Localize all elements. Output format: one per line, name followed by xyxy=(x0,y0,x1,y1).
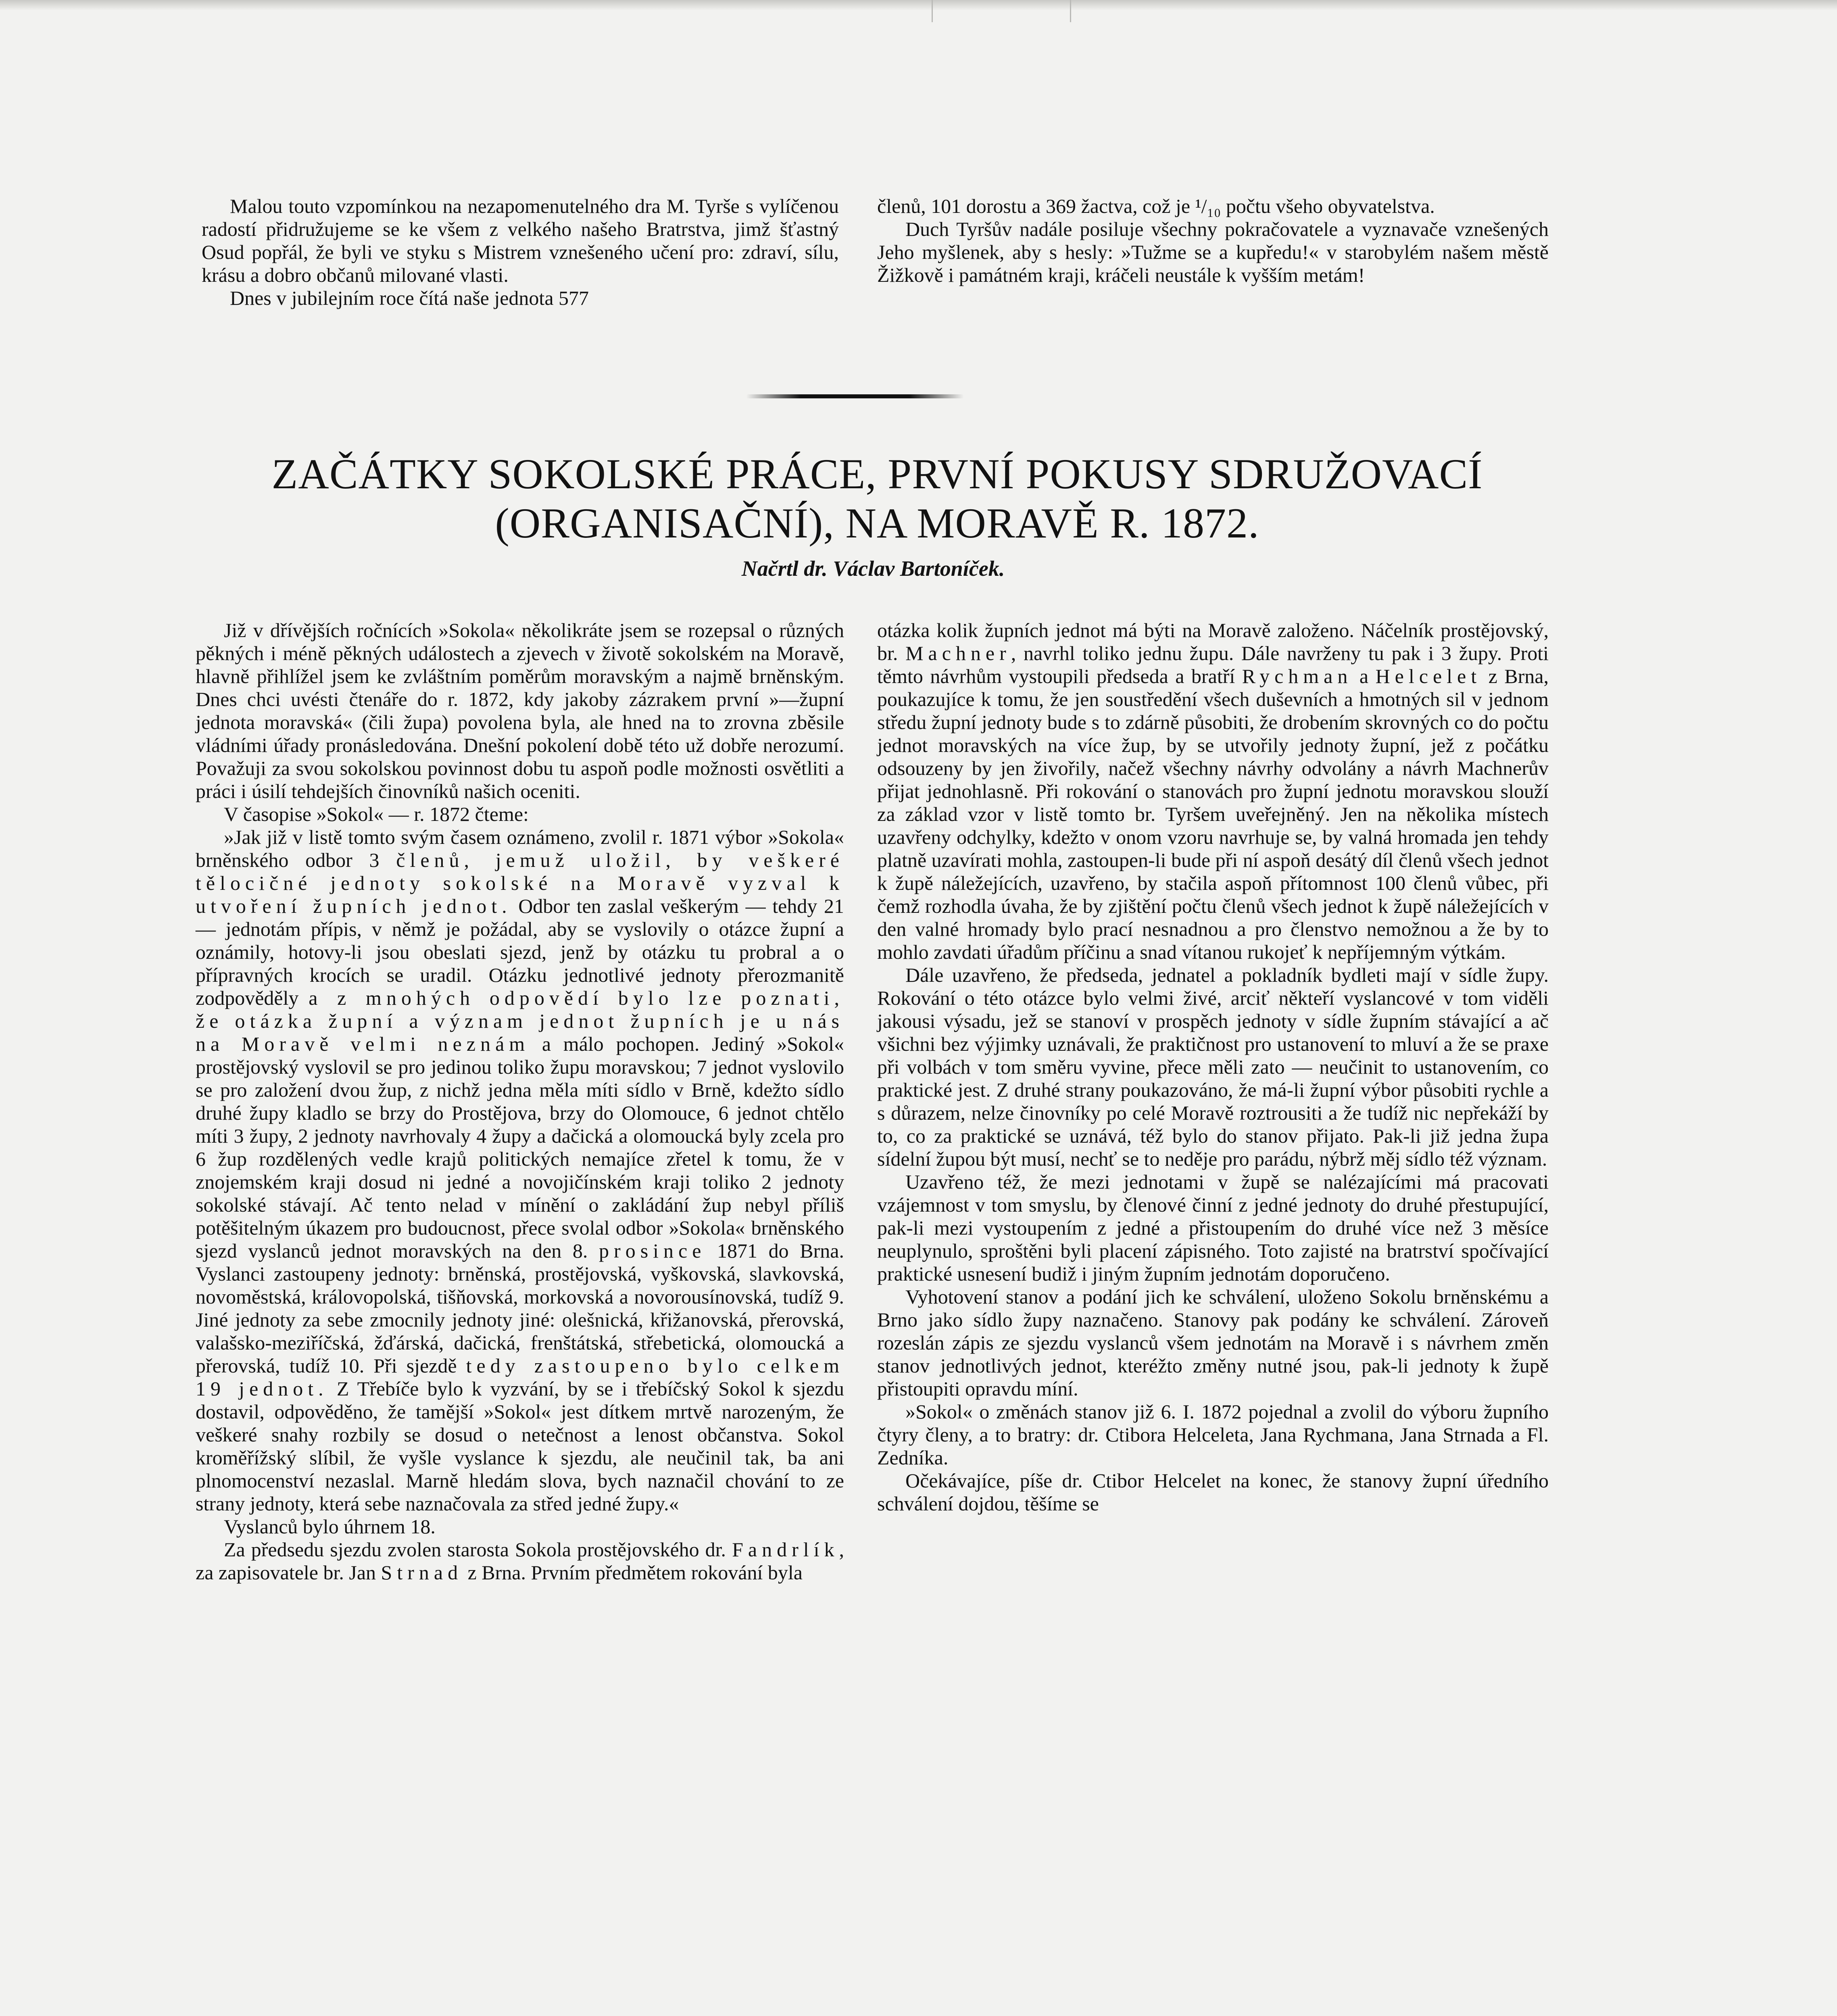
body-paragraph xyxy=(196,826,844,1515)
intro-left-paragraph: Malou touto vzpomínkou na nezapomenutelného dra M. Tyrše s vylíčenou radostí přidružujeme se ke všem z velkého našeho Bratrstva, jimž šťastný Osud popřál, že byli ve styku s Mistrem vznešeného učení pro: zdraví, sílu, krásu a dobro občanů milované vlasti. xyxy=(202,195,839,286)
body-paragraph: Uzavřeno též, že mezi jednotami v župě se nalézajícími má pracovati vzájemnost v tom smyslu, by členové činní z jedné jednoty do druhé přestupující, pak-li mezi vystoupením z jedné a přistoupením do druhé více než 3 měsíce neuplynulo, sproštěni byli placení zápisného. Toto zajisté na bratrství spočívající praktické usnesení budiž i jiným župním jednotám doporučeno. xyxy=(877,1170,1549,1285)
text-run: Odbor ten zaslal veškerým — tehdy 21 — jednotám přípis, v němž je požádal, aby se vyslovily o otázce župní a oznámily, hotovy-li jsou obeslati sjezd, jenž by otázku tu probral a o přípravných krocích se uradil. Otázku jednotlivé jednoty přerozmanitě zodpověděly xyxy=(196,895,844,1009)
article-title xyxy=(181,450,1573,548)
text-run: Za předsedu sjezdu zvolen starosta Sokola prostějovského dr. xyxy=(224,1538,732,1561)
spaced-emphasis: Strnad xyxy=(381,1561,463,1584)
body-paragraph: Dále uzavřeno, že předseda, jednatel a pokladník bydleti mají v sídle župy. Rokování o této otázce bylo velmi živé, arciť někteří vyslancové v tom viděli jakousi výsadu, jež se stanoví v prospěch jednoty v sídle župním stávající a ač všichni bez výjimky uznávali, že praktičnost pro ustanovení to mluví a že se praxe při volbách v tom směru vyvine, přece měli zato — neučinit to ustanovením, co praktické jest. Z druhé strany poukazováno, že má-li župní výbor působiti rychle a s důrazem, nelze činovníky po celé Moravě roztrousiti a že tudíž nic nepřekáží by to, co za praktické se uznává, též bylo do stanov přijato. Pak-li již jedna župa sídelní župou být musí, nechť se to neděje pro parádu, nýbrž měj sídlo též význam. xyxy=(877,964,1549,1170)
intro-left-paragraph: Dnes v jubilejním roce čítá naše jednota 577 xyxy=(230,287,589,309)
spaced-emphasis: tedy zastoupeno bylo celkem 19 jednot. xyxy=(196,1354,844,1400)
spaced-emphasis: Rychman xyxy=(1242,665,1353,687)
article-title-line: ZAČÁTKY SOKOLSKÉ PRÁCE, PRVNÍ POKUSY SDRUŽOVACÍ xyxy=(271,450,1483,498)
intro-right-paragraph: členů, 101 dorostu a 369 žactva, což je ¹/₁₀ počtu všeho obyvatelstva. xyxy=(877,195,1435,217)
text-run: Z Třebíče bylo k vyzvání, by se i třebíčský Sokol k sjezdu dostavil, odpověděno, že tamější »Sokol« jest dítkem mrtvě narozeným, že veškeré snahy rozbily se dosud o netečnost a lenost občanstva. Sokol kroměřížský slíbil, že vyšle vyslance k sjezdu, ale neučinil tak, ba ani plnomocenství nezaslal. Marně hledám slova, bych naznačil chování to ze strany jednoty, která sebe naznačovala za střed jedné župy.« xyxy=(196,1377,844,1515)
body-paragraph xyxy=(877,619,1549,964)
text-run: »Jak již v listě tomto svým časem oznámeno, zvolil r. 1871 výbor »Sokola« brněnského odbor 3 xyxy=(196,826,844,871)
text-run: 1871 do Brna. Vyslanci zastoupeny jednoty: brněnská, prostějovská, vyškovská, slavkovská, novoměstská, královopolská, tišňovská, morkovská a novorousínovská, tudíž 9. Jiné jednoty za sebe zmocnily jednoty jiné: olešnická, křižanovská, přerovská, valašsko-meziříčská, žďárská, dačická, frenštátská, střebetická, olomoucká a přerovská, tudíž 10. Při sjezdě xyxy=(196,1239,844,1377)
body-paragraph: »Sokol« o změnách stanov již 6. I. 1872 pojednal a zvolil do výboru župního čtyry členy, a to bratry: dr. Ctibora Helceleta, Jana Rychmana, Jana Strnada a Fl. Zedníka. xyxy=(877,1400,1549,1469)
body-paragraph: Již v dřívějších ročnících »Sokola« několikráte jsem se rozepsal o různých pěkných i méně pěkných událostech a zjevech v životě sokolském na Moravě, hlavně přihlížel jsem ke zvláštním poměrům moravským a najmě brněnským. Dnes chci uvésti čtenáře do r. 1872, kdy jakoby zázrakem první »—župní jednota moravská« (čili župa) povolena byla, ale hned na to zrovna zběsile vládními úřady pronásledována. Dnešní pokolení době této už dobře nerozumí. Považuji za svou sokolskou povinnost dobu tu aspoň podle možnosti osvětliti a práci i úsilí tehdejších činovníků našich oceniti. xyxy=(196,619,844,802)
intro-left-column xyxy=(202,195,839,310)
article-title-line: (ORGANISAČNÍ), NA MORAVĚ R. 1872. xyxy=(495,500,1259,547)
text-run: a xyxy=(1352,665,1376,687)
scan-edge-shadow xyxy=(0,0,1837,10)
body-paragraph xyxy=(196,1538,844,1584)
text-run: , za zapisovatele br. Jan xyxy=(196,1538,844,1584)
body-paragraph: Vyhotovení stanov a podání jich ke schválení, uloženo Sokolu brněnskému a Brno jako sídlo župy naznačeno. Stanovy pak podány ke schválení. Zároveň rozeslán zápis ze sjezdu vyslanců všem jednotám na Moravě i s návrhem změn stanov jednotlivých jednot, kteréžto změny nutné jsou, pak-li jednoty k župě přistoupiti opravdu míní. xyxy=(877,1285,1549,1400)
text-run: otázka kolik župních jednot má býti na Moravě založeno. Náčelník prostějovský, br. xyxy=(877,619,1549,664)
body-paragraph: Vyslanců bylo úhrnem 18. xyxy=(224,1515,436,1538)
spaced-emphasis: Helcelet xyxy=(1375,665,1482,687)
spaced-emphasis: prosince xyxy=(599,1239,706,1262)
intro-right-paragraph: Duch Tyršův nadále posiluje všechny pokračovatele a vyznavače vznešených Jeho myšlenek, aby s hesly: »Tužme se a kupředu!« v starobylém našem městě Žižkově i památném kraji, kráčeli neustále k vyšším metám! xyxy=(877,218,1549,286)
spaced-emphasis: a z mnohých odpovědí bylo lze poznati, že otázka župní a význam jednot župních je u nás na Moravě velmi neznám xyxy=(196,987,844,1055)
article-author: Načrtl dr. Václav Bartoníček. xyxy=(741,556,1005,581)
article-left-column xyxy=(196,619,844,1584)
text-run: z Brna, poukazujíce k tomu, že jen soustředění všech duševních a hmotných sil v jednom středu župní jednoty bude s to zdárně působiti, že drobením skrovných co do počtu jednot moravských na více žup, by se utvořily jednoty župní, jež z počátku odsouzeny by jen živořily, načež všechny návrhy odvolány a návrh Machnerův přijat jednohlasně. Při rokování o stanovách pro župní jednotu moravskou slouží za základ vzor v listě tomto br. Tyršem uveřejněný. Jen na několika místech uzavřeny odchylky, kdežto v onom vzoru navrhuje se, by valná hromada jen tehdy platně uzavírati mohla, zastoupen-li bude při ní aspoň desátý díl členů všech jednot k župě náležejících, uzavřeno, by stačila aspoň přítomnost 100 členů vůbec, při čemž rozhodla úvaha, že by zjištění počtu členů všech jednot k župě náležejících v den valné hromady bylo prací nesnadnou a pro členstvo nemožnou a že by to mohlo zavdati úřadům příčinu a snad vítanou rukojeť k nepříjemným výtkám. xyxy=(877,665,1549,963)
article-right-column xyxy=(877,619,1549,1515)
scan-margin-mark xyxy=(932,0,1071,22)
spaced-emphasis: Machner xyxy=(905,642,1011,664)
body-paragraph: V časopise »Sokol« — r. 1872 čteme: xyxy=(224,803,529,825)
section-divider xyxy=(746,394,964,398)
text-run: z Brna. Prvním předmětem rokování byla xyxy=(463,1561,803,1584)
text-run: a málo pochopen. Jediný »Sokol« prostějovský vyslovil se pro jedinou toliko župu moravskou; 7 jednot vyslovilo se pro založení dvou žup, z nichž jedna měla míti sídlo v Brně, kdežto sídlo druhé župy kladlo se brzy do Prostějova, brzy do Olomouce, 6 jednot chtělo míti 3 župy, 2 jednoty navrhovaly 4 župy a dačická a olomoucká byly zcela pro 6 žup rozdělených vedle krajů politických nemajíce zřetel k tomu, že v znojemském kraji dosud ni jedné a novojičínském kraji toliko 2 jednoty sokolské stávají. Ač tento nelad v mínění o zakládání žup nebyl příliš potěšitelným úkazem pro budoucnost, přece svolal odbor »Sokola« brněnského sjezd vyslanců jednot moravských na den 8. xyxy=(196,1033,844,1262)
spaced-emphasis: členů, jemuž uložil, by veškeré tělocičné jednoty sokolské na Moravě vyzval k utvoření župních jednot. xyxy=(196,849,844,917)
spaced-emphasis: Fandrlík xyxy=(732,1538,839,1561)
intro-right-column xyxy=(877,195,1549,287)
body-paragraph: Očekávajíce, píše dr. Ctibor Helcelet na konec, že stanovy župní úředního schválení dojdou, těšíme se xyxy=(877,1469,1549,1515)
text-run: , navrhl toliko jednu župu. Dále navrženy tu pak i 3 župy. Proti těmto návrhům vystoupili předseda a bratří xyxy=(877,642,1549,687)
